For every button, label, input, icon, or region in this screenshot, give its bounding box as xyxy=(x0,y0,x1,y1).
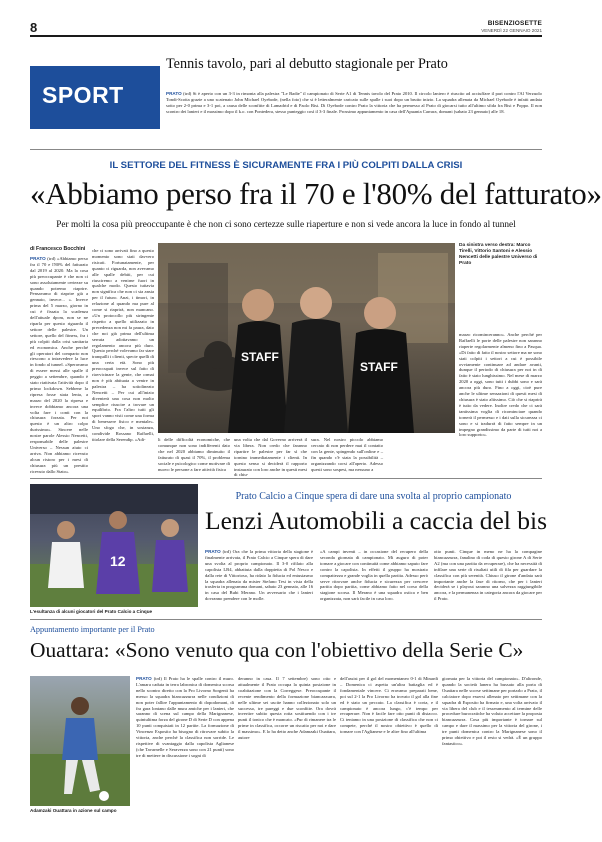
ouattara-headline: Ouattara: «Sono venuto qua con l'obiettivo della Serie C» xyxy=(30,638,524,662)
tennis-dateline: PRATO xyxy=(166,91,182,96)
brand-name: BISENZIOSETTE xyxy=(487,20,542,27)
futsal-col-3 xyxy=(434,549,542,613)
futsal-kicker: Prato Calcio a Cinque spera di dare una svolta al proprio campionato xyxy=(235,491,512,502)
fitness-col-2-text: che ci sono arrivati fino a questo momento sono stati davvero risicati. Fortunatamente, per quanto ci riguarda, non avevamo alle spalle debiti, per cui riusciremo a venirne fuori in qualche modo. Questo tuttavia non significa che non ci sia ansia per il futuro. Anzi, i timori, in relazione al quando ma pure al come si riaprirà, non mancano. «Un protocollo più stringente rispetto a quello utilizzato in precedenza non mi fa paura, dato che noi già prima dell'ultima serrata adottavamo un regolamento ancora più duro. Questo perché volevamo far stare tranquilli i clienti, specie quelli di una certa età. Sono più preoccupati invece sul fatto di riavvicinare la gente, che ormai non è più abituata a venire in palestra – ha sottolineato Nencetti – Per cui all'inizio diventerà una cosa non molto semplice riuscire a trovare un equilibrio. Fra l'altro tutti gli sport vanno visti come una forma di benessere fisico e mentale». Uno sfogo che, in sostanza, condivide Rossano Raffaelli, titolare della Serendip. «Adi- xyxy=(92,248,154,442)
ouattara-dateline: PRATO xyxy=(136,676,152,681)
tennis-headline: Tennis tavolo, pari al debutto stagionale per Prato xyxy=(166,56,448,72)
fitness-col-1 xyxy=(30,256,88,472)
staff-shirt-right: STAFF xyxy=(360,360,398,374)
fitness-col-4-text: una volta che dal Governo arriverà il via libera. Non credo che faranno ripartire le palestre per far sì che tornino immediatamente i clienti. In questo senso si deciderà il rapporto instaurato con loro anche in questi mesi di chiu- xyxy=(234,437,307,478)
ouattara-kicker: Appuntamento importante per il Prato xyxy=(30,625,155,634)
futsal-headline: Lenzi Automobili a caccia del bis xyxy=(205,506,548,535)
fitness-col-5 xyxy=(311,437,383,473)
futsal-col-2-text: «A campi inventi – in occasione del recupero della seconda giornata di campionato. Mi auguro di poter tornare a giocare con continuità come abbiamo saputo fare contro la capolista. In effetti il gruppo ha mostrato compattezza e grande voglia in quella partita. Adesso però serve ritrovare anche fiducia e sicurezza per crescere partita dopo partita, come abbiamo fatto nel corso della stagione scorsa. Il Merano è una squadra ostica e ben organizzata, non sarà facile in casa loro. xyxy=(320,549,428,602)
fitness-col-1-text: (trd) «Abbiamo perso fra il 70 e l'80% del fatturato dal 2019 al 2020. Ma la cosa più preoccupante è che non ci sono assolutamente certezze su quando potremo riaprire. Pensavamo di riaprire già a gennaio, invece... ». Invece prima del 5 marzo, giorno in cui è fissata la scadenza dell'attuale dpcm, non se ne riparla per questo riguarda il settore delle palestre. Un settore, quello del fitness, fra i più colpiti dalla crisi sanitaria ed economica. Anche perché gli operatori del comparto non riescono a intravedere la luce in fondo al tunnel. «Speravamo di essere messi alle spalle il peggio a settembre, quando è stato riattivata l'attività dopo il primo lockdown. Sebbene la ripresa fosse stata lenta, a marzo del 2020 la ripresa e invece dobbiamo ancora una volta fare i conti con la chiusura forzata. Per noi questo è un altro colpo durissimo». Sincere nelle nostre parole Alessio Nencetti, responsabile delle palestre Universo – Nessun aiuto ci arriva. Non abbiamo ricevuto alcun ristoro per i mesi di chiusura più un prestito ricevuto dallo Stato». xyxy=(30,256,88,474)
ouattara-col-2-text: deranno in casa. Il 7 settembre) sono otto e attualmente il Prato occupa la quinta posizione in coabitazione con la Correggese. Preoccupante il recente rendimento della formazione biancazzurra, nelle ultime sei uscite hanno collezionato solo un successo, tre pareggi e due sconfitte. Ora dovrà invertire subito questa rotta sostituendo con i tre punti il tonico che è mancato. «Pur di rimanere tra le prime in classifica, occorre un riscatto per noi e dare il massimo». E lo ha detto anche Adamzaki Ouattara, autore xyxy=(238,676,336,741)
futsal-photo-caption: L'esultanza di alcuni giocatori del Prato Calcio a Cinque xyxy=(30,609,153,614)
futsal-col-2 xyxy=(320,549,428,613)
header-rule xyxy=(30,35,542,37)
ouattara-col-1-text: (trd) Il Prato ha le spalle contro il muro. L'amara caduta in terra labronica di domenica scorsa nello scontro diretto con la Pro Livorno Sorgenti ha messo la squadra biancazzurra nelle condizioni di non poter fallire l'appuntamento di dopodomani, di fra gara lontano dalle mura amiche per i lanieri, che saranno di scena sul campo della Marignanese, quintultima forza del girone D di Serie D con appena 10 punti conquistati in 12 partite. La formazione di Vincenzo Esposito ha bisogno di ritrovare subito la vittoria, anche perché la classifica non sorride. Le rispettive di svantaggio dalla capolista Aglianese (che Tavarnelle e Seravezza sono con 21 punti) sono tre di mettere in discussione i sogni di xyxy=(136,676,234,758)
staff-shirt-left: STAFF xyxy=(241,350,279,364)
futsal-photo-illustration xyxy=(30,484,198,607)
ouattara-photo-illustration xyxy=(30,676,130,806)
fitness-bottom-rule xyxy=(30,478,542,479)
fitness-col-3 xyxy=(158,437,230,473)
futsal-photo xyxy=(30,484,198,607)
tennis-bottom-rule xyxy=(30,149,542,150)
futsal-bottom-rule xyxy=(30,619,542,620)
section-label: SPORT xyxy=(42,82,124,108)
tennis-body xyxy=(166,91,542,145)
fitness-col-6 xyxy=(459,332,542,472)
fitness-col-2 xyxy=(92,248,154,472)
ouattara-col-4 xyxy=(442,676,542,814)
tennis-text: (trd) Si è aperto con un 3-3 in rimonta alla palestra "Le Badie" il campionato di Serie A1 di Tennis tavolo del Prato 2010. Il circolo laniero è riuscito ad acciuffare il pari contro l'Al Verzuolo Tondi-Scotta grazie a uno scatenato John Michael Oyebode, (nella foto) che si è letteralmente caricato sulle spalle i suoi dopo un brutto inizio. La squadra allenata da Michael Oyebode è infatti andata sotto per 2-0 prima e 3-1 poi, a causa delle sconfitte di Lamadrid e di Paolo Bisi. Di Oyebode contro Prato la vittoria che ha permesso al Prato di giocarsi tutto all'ultimo sfida fra Bisi e Poppo. Il non scontro dei lanieri e il massimo dopo il k.o. con Pontedera, stesso punteggio così il 3-3 finale. Prossimo appuntamento in casa dell'Apuania Carrara, domani (sabato 23 gennaio) alle 18. xyxy=(166,91,542,114)
fitness-byline: di Francesco Bocchini xyxy=(30,246,86,252)
ouattara-photo xyxy=(30,676,130,806)
fitness-col-5-text: sura. Nel nostro piccolo abbiamo cercato di non perdere mai il contatto con la gente, spingendo sull'online e – fin quando c'è stata la possibilità – organizzando corsi all'aperto. Adesso questi sono sospesi, ma nessuno a xyxy=(311,437,383,472)
fitness-headline: «Abbiamo perso fra il 70 e l'80% del fatturato» xyxy=(30,176,602,211)
fitness-col-4 xyxy=(234,437,307,478)
ouattara-photo-caption: Adamzaki Ouattara in azione sul campo xyxy=(30,808,117,813)
futsal-col-3-text: otto punti. Cinque in meno ne ha la compagine biancazzurra, fanalino di coda di questo girone A di Serie A2 (ma con una partita da recuperare), che ha necessità di infilare una serie di risultati utili di fila per guardare la classifica con più serenità. Chiuso il girone d'andata sarà importante anche la fase di ritorno, che per i lanieri deciderà se i playout saranno una salvezza raggiungibile ancora, e la permanenza in categoria ancora da giocare per il Prato. xyxy=(434,549,542,602)
futsal-col-1-text: (trd) Ora che la prima vittoria della stagione è finalmente arrivata, il Prato Calcio a Cinque spera di dare una svolta al proprio campionato. Il 3-0 rifilato alla capolista LB4, abbattuta dalla doppietta di Pol Nesco e dalla rete di Vittorioso, ha ridato la fiducia ed entusiasmo la squadra allenata da mister Stefano Tesi in vista della trasferta in programma domani, sabato 23 gennaio, alle 16 in casa del Bubi Merano. Un avversario che i lanieri dovranno prendere con le molle. xyxy=(205,549,313,602)
fitness-photo xyxy=(158,243,455,433)
futsal-col-1 xyxy=(205,549,313,613)
jersey-number: 12 xyxy=(110,553,126,569)
ouattara-col-2 xyxy=(238,676,336,814)
fitness-photo-caption: Da sinistra verso destra: Marco Tirelli, Vittorio Santoni e Alessio Nencetti delle palestre Universo di Prato xyxy=(459,243,538,266)
ouattara-col-4-text: giornata per la vittoria del campionato». D'altronde, quando la società lanera ha bussato alla porta di Ouattara nelle scorse settimane per portarlo a Prato, il calciatore dopo essersi allenato per settimane con la squadra di Esposito ha firmato e, una volta arrivato il via libera del club e il tesseramento al termine delle procedure burocratiche ha voluto accettare la proposta biancazzurra. Cosa più importante è tornare sul campo e dare il massimo per la vittoria del girone, i tre punti domenica contro la Marignanese sono il primo obiettivo e poi il resto si vedrà. «È un gruppo fantastico». xyxy=(442,676,542,746)
fitness-col-6-text: marzo ricominceranno». Anche perché per Raffaelli le porte delle palestre non saranno riaperte regolarmente almeno fino a Pasqua. «Di fatto di fatto il nostro settore ma ne sono stati colpiti i settori a cui è possibile ovviamente continuare ad andare avanti, dunque il periodo di chiusura per noi in di fatto è stato lunghissimo. Nel mese di marzo 2020 a oggi, sono tutti i dubbi sono e sarà ancora più duro. Fino a oggi, cioè pure anche le ultime sensazioni di questi mesi di chiusura è stato altissimo. Ciò che si riaprirà è tutto da vedere. Inoltre credo che ci sarà tantissima voglia di ricominciare quando tornerà il permesso e i dati sulla sicurezza ci sono e si tradurrà di fatto sempre in un impegno grandissimo da parte di tutti noi a loro supporto». xyxy=(459,332,542,438)
ouattara-col-3 xyxy=(340,676,438,814)
ouattara-col-3-text: dell'assist per il gol del momentaneo 0-1 di Minardi – Domenica ci aspetta un'altra battaglia ed è fondamentale vincere. Ci eravamo preparati bene, poi sul 2-1 la Pro Livorno ha trovato il gol alla fine ed è stato un peccato. La classifica è corta, e il campionato è ancora lungo, c'è tempo per recuperare. Non è facile fare otto punti di distacco. Ci teniamo in una posizione di classifica che non ci compete, perché il nostro obiettivo è quello di tornare con l'Aglianese e le altre fino all'ultima xyxy=(340,676,438,735)
ouattara-col-1 xyxy=(136,676,234,814)
fitness-kicker: IL SETTORE DEL FITNESS È SICURAMENTE FRA I PIÙ COLPITI DALLA CRISI xyxy=(109,160,463,171)
issue-date: VENERDÌ 22 GENNAIO 2021 xyxy=(481,28,542,33)
futsal-dateline: PRATO xyxy=(205,549,221,554)
page-number: 8 xyxy=(30,20,38,35)
fitness-col-3-text: li delle difficoltà economiche, che comunque non sono indifferenti dato che nel 2020 abbiamo diminuito il fatturato di quasi il 70%, il problema sociale e psicologico come motivare di nuovo le persone a fare attività fisica xyxy=(158,437,230,472)
fitness-dateline: PRATO xyxy=(30,256,46,261)
fitness-subhead: Per molti la cosa più preoccupante è che non ci sono certezze sulle riaperture e non si vede ancora la luce in fondo al tunnel xyxy=(56,220,516,230)
fitness-photo-illustration xyxy=(158,243,455,433)
